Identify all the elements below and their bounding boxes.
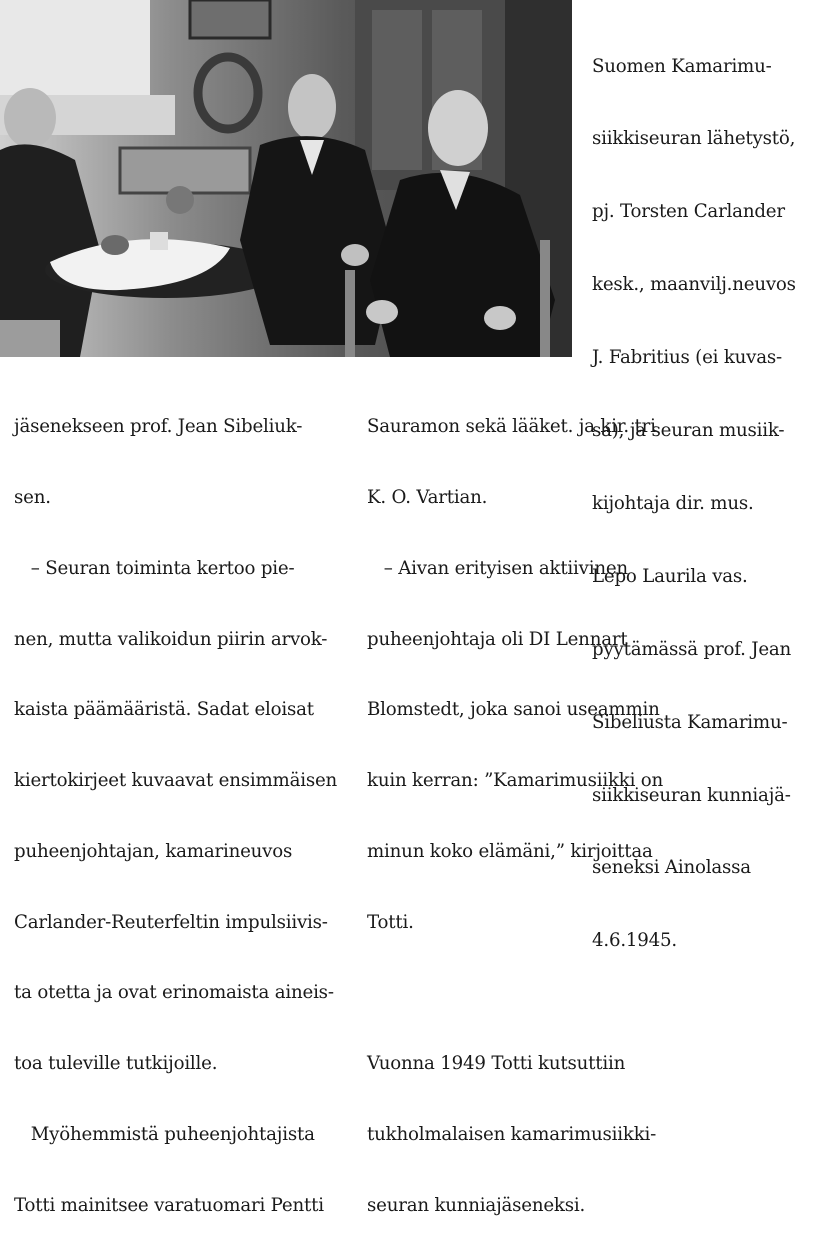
text-line: toa tuleville tutkijoille. <box>14 1053 218 1075</box>
photograph-sibelius-delegation <box>0 0 572 357</box>
text-line: Myöhemmistä puheenjohtajista <box>14 1124 315 1145</box>
caption-line: 4.6.1945. <box>592 930 677 952</box>
body-text-left-column <box>14 368 349 1241</box>
text-line: Totti. <box>367 911 414 933</box>
text-line: puheenjohtaja oli DI Lennart <box>367 628 628 650</box>
text-line: Vuonna 1949 Totti kutsuttiin <box>367 1053 626 1075</box>
caption-line: sa), ja seuran musiik- <box>592 420 785 442</box>
caption-line: Suomen Kamarimu- <box>592 55 772 77</box>
caption-line: pj. Torsten Carlander <box>592 201 785 223</box>
paragraph-gap <box>367 981 697 1005</box>
body-text-right-column <box>367 368 697 1241</box>
text-line: nen, mutta valikoidun piirin arvok- <box>14 628 328 650</box>
text-line: tukholmalaisen kamarimusiikki- <box>367 1124 657 1145</box>
text-line: kuin kerran: ”Kamarimusiikki on <box>367 770 664 792</box>
text-line: seuran kunniajäseneksi. <box>367 1194 586 1216</box>
text-line: sen. <box>14 486 51 508</box>
caption-line: Lepo Laurila vas. <box>592 565 748 587</box>
text-line: jäsenekseen prof. Jean Sibeliuk- <box>14 416 303 438</box>
text-line: – Aivan erityisen aktiivinen <box>367 557 628 579</box>
caption-line: J. Fabritius (ei kuvas- <box>592 347 782 369</box>
text-line: K. O. Vartian. <box>367 486 488 508</box>
text-line: ta otetta ja ovat erinomaista aineis- <box>14 982 334 1004</box>
text-line: minun koko elämäni,” kirjoittaa <box>367 840 653 862</box>
caption-line: kesk., maanvilj.neuvos <box>592 274 796 296</box>
text-line: Sauramon sekä lääket. ja kir. tri <box>367 416 656 438</box>
caption-line: siikkiseuran lähetystö, <box>592 128 796 150</box>
text-line: Blomstedt, joka sanoi useammin <box>367 699 660 721</box>
caption-line: kijohtaja dir. mus. <box>592 492 754 514</box>
caption-line: siikkiseuran kunniajä- <box>592 784 791 806</box>
text-line: puheenjohtajan, kamarineuvos <box>14 840 293 862</box>
text-line: kaista päämääristä. Sadat eloisat <box>14 699 314 721</box>
text-line: Carlander-Reuterfeltin impulsiivis- <box>14 911 328 933</box>
text-line: kiertokirjeet kuvaavat ensimmäisen <box>14 770 338 792</box>
photo-illustration <box>0 0 572 357</box>
caption-line: seneksi Ainolassa <box>592 857 751 879</box>
caption-line: Sibeliusta Kamarimu- <box>592 711 788 733</box>
caption-line: pyytämässä prof. Jean <box>592 638 792 660</box>
text-line: – Seuran toiminta kertoo pie- <box>14 557 295 579</box>
text-line: Totti mainitsee varatuomari Pentti <box>14 1194 324 1216</box>
